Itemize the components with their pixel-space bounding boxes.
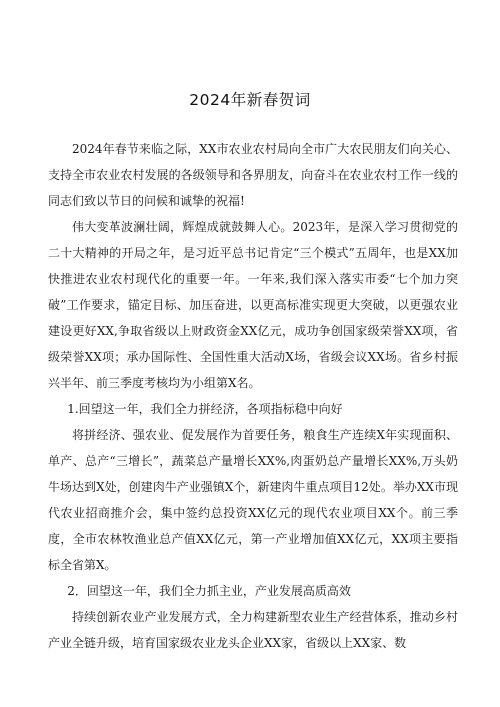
paragraph-economy: 将拼经济、强农业、促发展作为首要任务，粮食生产连续X年实现面积、单产、总产“三增长”，蔬菜总产量增长XX%,肉蛋奶总产量增长XX%,万头奶牛场达到X处，创建肉牛产业强镇X个，新建肉牛重点项目12处。举办XX市现代农业招商推介会，集中签约总投资XX亿元的现代农业项目XX个。前三季度，全市农林牧渔业总产值XX亿元，第一产业增加值XX亿元，XX项主要指标全省第X。: [48, 428, 458, 572]
document-body: [48, 136, 458, 656]
paragraph-industry: 持续创新农业产业发展方式，全力构建新型农业生产经营体系，推动乡村产业全链升级，培育国家级农业龙头企业XX家，省级以上XX家、数: [48, 610, 458, 650]
paragraph-review-2023: 伟大变革波澜壮阔，辉煌成就鼓舞人心。2023年，是深入学习贯彻党的二十大精神的开局之年，是习近平总书记肯定“三个模式”五周年，也是XX加快推进农业农村现代化的重要一年。一年来,我们深入落实市委“七个加力突破”工作要求，锚定目标、加压奋进，以更高标准实现更大突破，以更强农业建设更好XX,争取省级以上财政资金XX亿元，成功争创国家级荣誉XX项，省级荣誉XX项；承办国际性、全国性重大活动X场，省级会议XX场。省乡村振兴半年、前三季度考核均为小组第X名。: [48, 220, 458, 390]
section-heading-industry: 2．回望这一年，我们全力抓主业，产业发展高质高效: [67, 584, 351, 598]
paragraph-greeting: 2024年春节来临之际，XX市农业农村局向全市广大农民朋友们向关心、支持全市农业农村发展的各级领导和各界朋友，向奋斗在农业农村工作一线的同志们致以节日的问候和诚挚的祝福!: [48, 142, 458, 208]
section-heading-economy: 1.回望这一年，我们全力拼经济，各项指标稳中向好: [67, 402, 343, 416]
document-title: 2024年新春贺词: [189, 91, 311, 109]
